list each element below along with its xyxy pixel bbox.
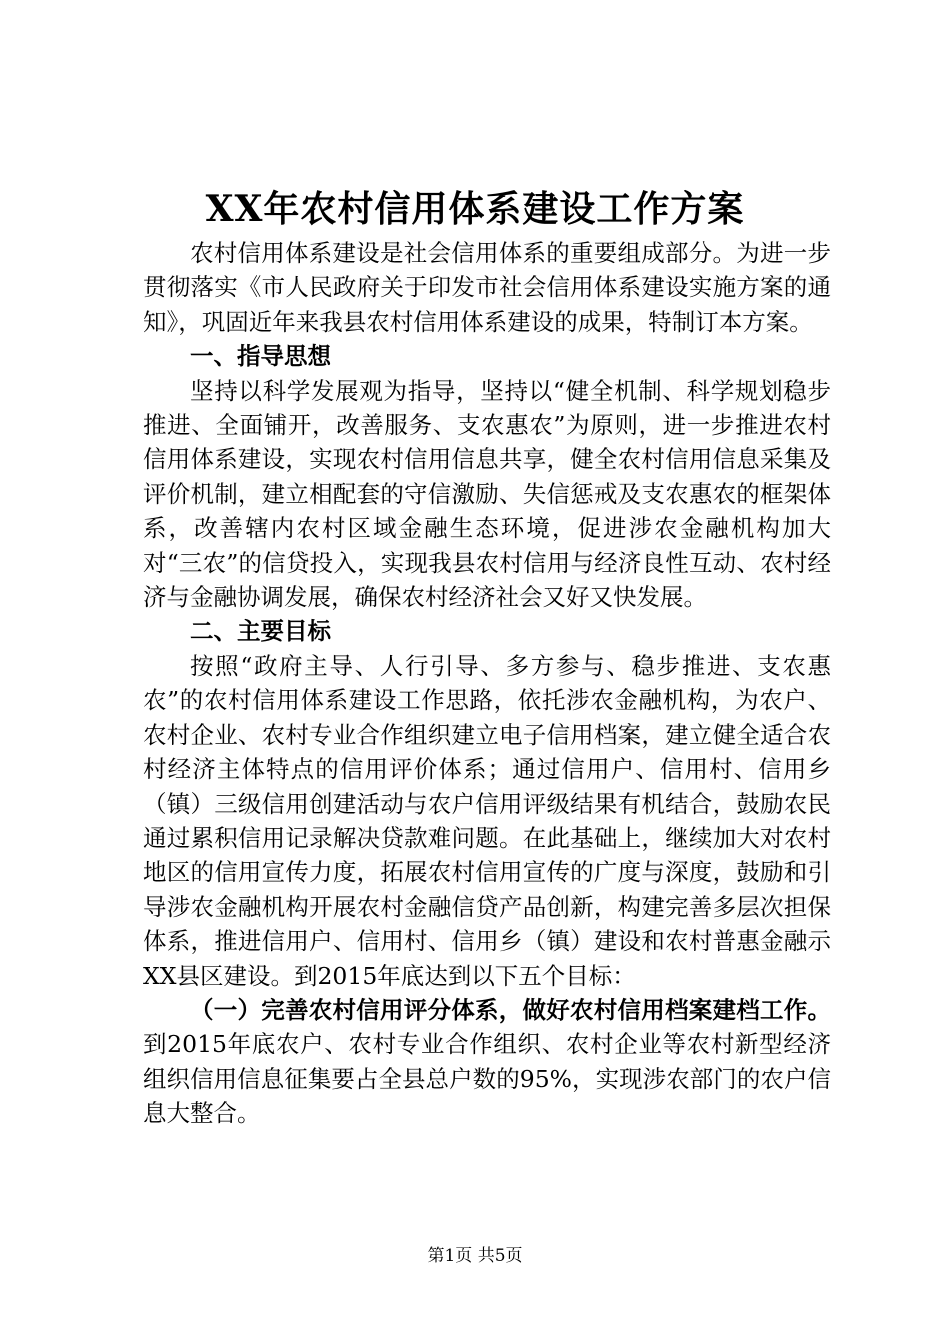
section-heading-guiding-ideology: 一、指导思想 xyxy=(190,342,331,371)
subsection-paragraph xyxy=(143,993,831,1131)
subsection-heading: （一）完善农村信用评分体系，做好农村信用档案建档工作。 xyxy=(190,995,831,1024)
guiding-ideology-paragraph: 坚持以科学发展观为指导，坚持以“健全机制、科学规划稳步推进、全面铺开，改善服务、支农惠农”为原则，进一步推进农村信用体系建设，实现农村信用信息共享，健全农村信用信息采集及评价机制，建立相配套的守信激励、失信惩戒及支农惠农的框架体系，改善辖内农村区域金融生态环境，促进涉农金融机构加大对“三农”的信贷投入，实现我县农村信用与经济良性互动、农村经济与金融协调发展，确保农村经济社会又好又快发展。 xyxy=(143,376,831,612)
section-heading-main-goals: 二、主要目标 xyxy=(190,617,331,646)
document-title: XX年农村信用体系建设工作方案 xyxy=(205,188,745,230)
intro-paragraph: 农村信用体系建设是社会信用体系的重要组成部分。为进一步贯彻落实《市人民政府关于印发市社会信用体系建设实施方案的通知》，巩固近年来我县农村信用体系建设的成果，特制订本方案。 xyxy=(143,239,831,336)
subsection-text: 到2015年底农户、农村专业合作组织、农村企业等农村新型经济组织信用信息征集要占全县总户数的95%，实现涉农部门的农户信息大整合。 xyxy=(143,1030,831,1128)
document-body xyxy=(143,236,831,1131)
main-goals-paragraph: 按照“政府主导、人行引导、多方参与、稳步推进、支农惠农”的农村信用体系建设工作思路，依托涉农金融机构，为农户、农村企业、农村专业合作组织建立电子信用档案，建立健全适合农村经济主体特点的信用评价体系；通过信用户、信用村、信用乡（镇）三级信用创建活动与农户信用评级结果有机结合，鼓励农民通过累积信用记录解决贷款难问题。在此基础上，继续加大对农村地区的信用宣传力度，拓展农村信用宣传的广度与深度，鼓励和引导涉农金融机构开展农村金融信贷产品创新，构建完善多层次担保体系，推进信用户、信用村、信用乡（镇）建设和农村普惠金融示XX县区建设。到2015年底达到以下五个目标： xyxy=(143,651,831,990)
page-footer: 第1页 共5页 xyxy=(427,1246,523,1266)
